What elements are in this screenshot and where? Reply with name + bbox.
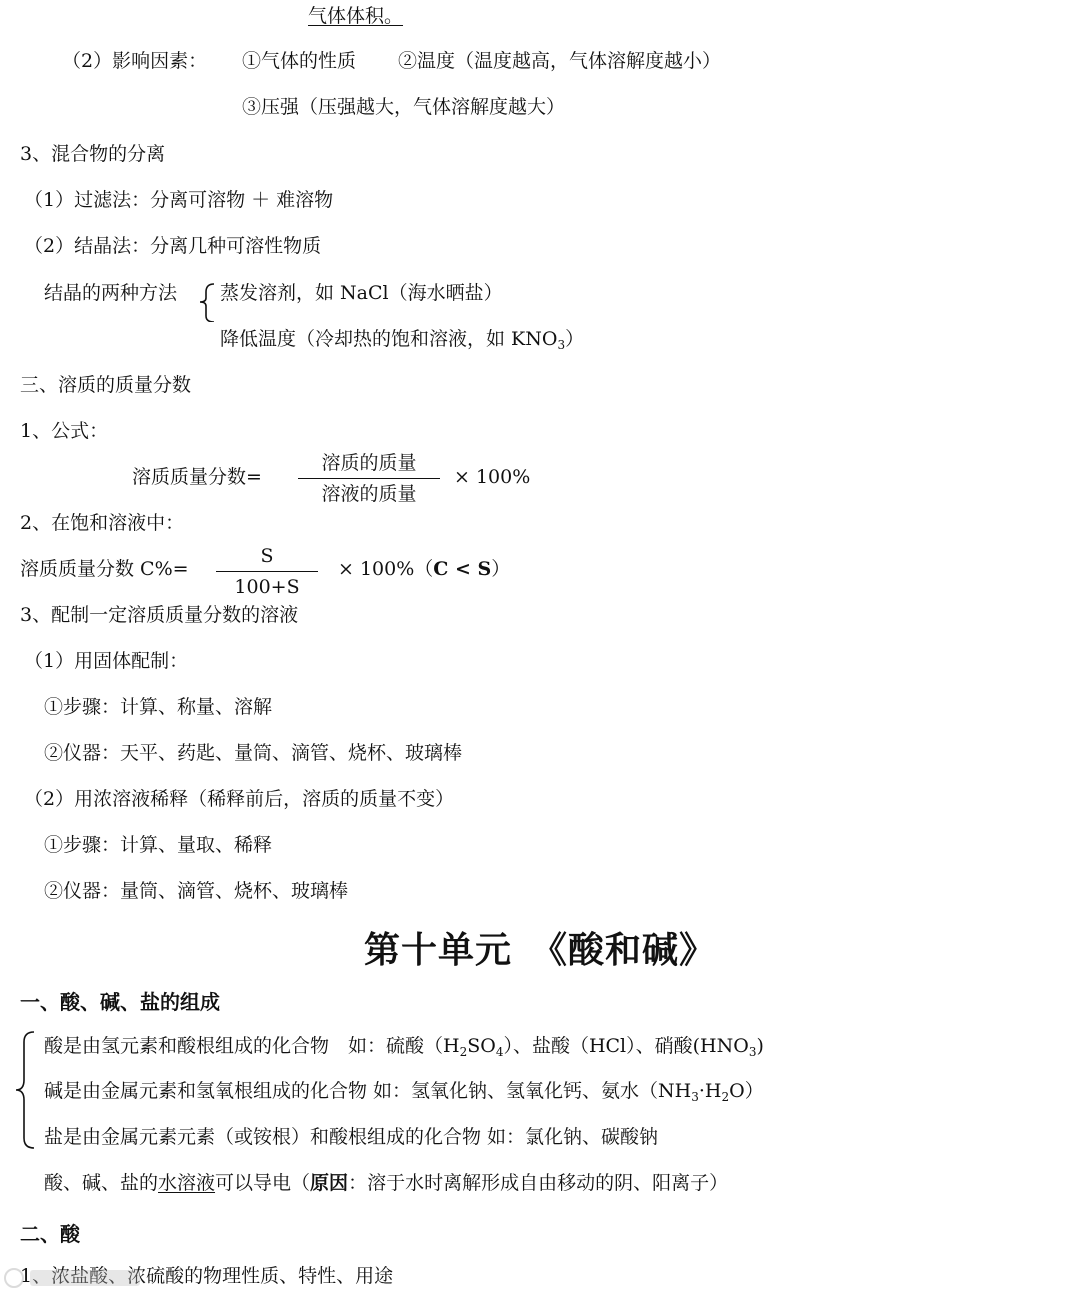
base-definition: 碱是由金属元素和氢氧根组成的化合物 如：氢氧化钠、氢氧化钙、氨水$(NH_3\cdot H_2O)$ (44, 1080, 764, 1104)
saturated-fraction (216, 543, 318, 600)
dilution-steps: ①步骤：计算、量取、稀释 (44, 834, 273, 856)
separation-title: 3、混合物的分离 (20, 143, 166, 165)
crystallization-brace (198, 282, 218, 322)
formula-fraction (298, 450, 440, 507)
saturated-numerator: S (260, 545, 274, 567)
gas-volume-text: 气体体积。 (308, 5, 404, 27)
section-1-heading: 一、酸、碱、盐的组成 (20, 990, 220, 1014)
formula-denominator: 溶液的质量 (321, 483, 417, 505)
formula-times: × 100% (454, 466, 531, 488)
fraction-bar (298, 478, 440, 479)
unit-title: 第十单元 《酸和碱》 (363, 929, 716, 971)
formula-numerator: 溶质的质量 (321, 452, 417, 474)
factor-1: ①气体的性质 (242, 50, 357, 72)
factor-3: ③压强（压强越大，气体溶解度越大） (242, 96, 566, 118)
formula-title: 1、公式： (20, 420, 109, 442)
solid-prep-tools: ②仪器：天平、药匙、量筒、滴管、烧杯、玻璃棒 (44, 742, 463, 764)
crystallization-method-1: 蒸发溶剂，如 NaCl（海水晒盐） (220, 282, 503, 304)
composition-brace (14, 1030, 38, 1150)
saturated-lhs: 溶质质量分数 C%= (20, 558, 189, 580)
preparation-title: 3、配制一定溶质质量分数的溶液 (20, 604, 299, 626)
factor-2: ②温度（温度越高，气体溶解度越小） (398, 50, 722, 72)
factors-label: （2）影响因素： (62, 50, 208, 72)
solid-prep-title: （1）用固体配制： (24, 650, 189, 672)
saturated-times: × 100%（C < S） (338, 558, 511, 580)
watermark-logo-icon (0, 1262, 150, 1295)
acid-definition: 酸是由氢元素和酸根组成的化合物 如：硫酸$(H_2SO_4)$、盐酸（HCl）、硝酸$(HNO_3)$ (44, 1035, 764, 1059)
crystallization-method-2: 降低温度（冷却热的饱和溶液，如 $KNO_3$） (220, 328, 585, 352)
formula-lhs: 溶质质量分数= (132, 466, 262, 488)
saturated-title: 2、在饱和溶液中： (20, 512, 185, 534)
crystallization-methods-label: 结晶的两种方法 (44, 282, 178, 304)
section-2-item-1: 1、浓盐酸、浓硫酸的物理性质、特性、用途 (20, 1265, 394, 1287)
dilution-title: （2）用浓溶液稀释（稀释前后，溶质的质量不变） (24, 788, 455, 810)
salt-definition: 盐是由金属元素元素（或铵根）和酸根组成的化合物 如：氯化钠、碳酸钠 (44, 1126, 659, 1148)
dilution-tools: ②仪器：量筒、滴管、烧杯、玻璃棒 (44, 880, 349, 902)
fraction-bar (216, 571, 318, 572)
filtration-method: （1）过滤法：分离可溶物 ＋ 难溶物 (24, 189, 334, 211)
saturated-denominator: 100+S (234, 576, 300, 598)
section-3-title: 三、溶质的质量分数 (20, 374, 192, 396)
conductivity-note: 酸、碱、盐的水溶液可以导电（原因：溶于水时离解形成自由移动的阴、阳离子） (44, 1172, 729, 1194)
crystallization-method: （2）结晶法：分离几种可溶性物质 (24, 235, 322, 257)
section-2-heading: 二、酸 (20, 1222, 80, 1246)
solid-prep-steps: ①步骤：计算、称量、溶解 (44, 696, 273, 718)
